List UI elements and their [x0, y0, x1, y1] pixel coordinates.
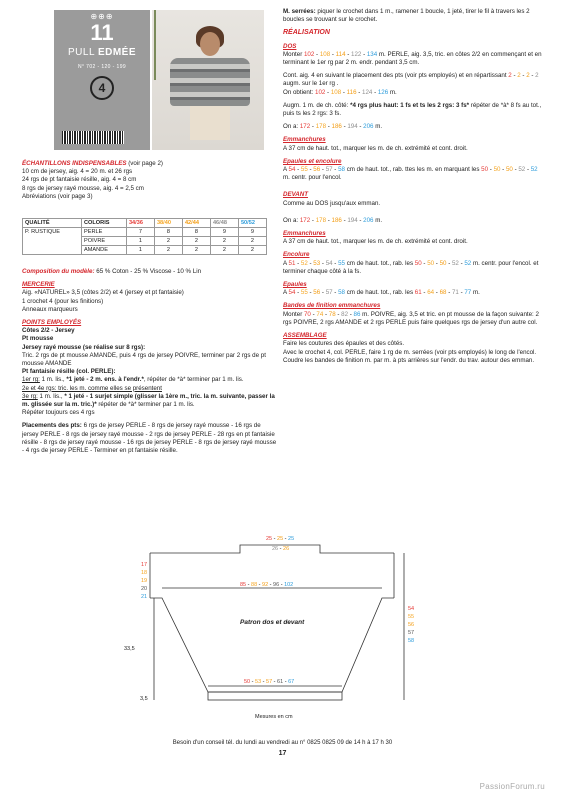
height-label: 33,5	[124, 646, 135, 652]
left-instructions: Composition du modèle: 65 % Coton - 25 % Viscose - 10 % Lin MERCERIE Aig. «NATUREL» 3,5 (côtes 2/2) et 4 (jersey et pt fantaisie) 1 crochet 4 (pour les finitions) Anneaux marqueurs POINTS EMPLOYÉS Côtes 2/2 - Jersey Pt mousse Jersey rayé mousse (se réalise sur 8 rgs): Tric. 2 rgs de pt mousse AMANDE, puis 4 rgs de jersey POIVRE, terminer par 2 rgs de pt mousse AMANDE Pt fantaisie résille (col. PERLE): 1er rg: 1 m. lis., *1 jeté - 2 m. ens. à l'endr.*, répéter de *à* terminer par 1 m. lis. 2e et 4e rgs: tric. les m. comme elles se présentent 3e rg: 1 m. lis., * 1 jeté - 1 surjet simple (glisser la 1ère m., tric. la m. suivante, passer la m. glissée sur la m. tric.)* répéter de *à* terminer par 1 m. lis. Répéter toujours ces 4 rgs Placements des pts: 6 rgs de jersey PERLE - 8 rgs de jersey rayé mousse - 16 rgs de jersey PERLE - 8 rgs de jersey rayé mousse - 2 rgs de jersey PERLE - 28 rgs en pt fantaisie résille - 8 rgs de jersey rayé mousse - 16 rgs de jersey PERLE - 8 rgs de jersey rayé mousse - 4 rgs de jersey PERLE - Terminer en pt fantaisie résille.	[22, 268, 277, 455]
right-side-val-5: 58	[408, 638, 415, 644]
right-side-val-2: 55	[408, 614, 415, 620]
difficulty-level: 4	[90, 76, 114, 100]
yarn-icons: ⊕⊕⊕	[90, 12, 114, 21]
width-bottom-label: 50 - 53 - 57 - 61 - 67	[244, 679, 295, 685]
right-side-val-1: 54	[408, 606, 415, 612]
left-side-val-3: 19	[141, 578, 148, 584]
left-side-val-5: 21	[141, 594, 148, 600]
neck-bottom-label: 26 - 26	[272, 546, 290, 552]
left-side-val-1: 17	[141, 562, 148, 568]
width-top-label: 85 - 88 - 92 - 96 - 102	[240, 582, 294, 588]
page-number: 17	[278, 750, 287, 757]
footer-contact: Besoin d'un conseil tél. du lundi au vendredi au n° 0825 0825 09 de 14 h à 17 h 30	[172, 740, 393, 746]
watermark: PassionForum.ru	[479, 782, 545, 791]
diagram-title: Patron dos et devant	[240, 619, 305, 626]
diagram-rib-band	[208, 692, 342, 700]
right-instructions: M. serrées: piquer le crochet dans 1 m., ramener 1 boucle, 1 jeté, tirer le fil à travers les 2 boucles se trouvant sur le crochet. RÉALISATION DOS Monter 102 - 108 - 114 - 122 - 134 m. PERLE, aig. 3,5, tric. en côtes 2/2 en commençant et en terminant le 1er rg par 2 m. endr. pendant 3,5 cm. Cont. aig. 4 en suivant le placement des pts (voir pts employés) et en répartissant 2 - 2 - 2 - 2 augm. sur le 1er rg . On obtient: 102 - 108 - 116 - 124 - 126 m. Augm. 1 m. de ch. côté: *4 rgs plus haut: 1 fs et ts les 2 rgs: 3 fs* répéter de *à* 8 fs au tot., puis ts les 2 rgs: 3 fs. On a: 172 - 178 - 186 - 194 - 206 m. Emmanchures A 37 cm de haut. tot., marquer les m. de ch. extrémité et cont. droit. Epaules et encolure A 54 - 55 - 56 - 57 - 58 cm de haut. tot., rab. ttes les m. en marquant les 50 - 50 - 50 - 52 - 52 m. centr. pour l'encol. DEVANT Comme au DOS jusqu'aux emman. On a: 172 - 178 - 186 - 194 - 206 m. Emmanchures A 37 cm de haut. tot., marquer les m. de ch. extrémité et cont. droit. Encolure A 51 - 52 - 53 - 54 - 55 cm de haut. tot., rab. les 50 - 50 - 50 - 52 - 52 m. centr. pour l'encol. et terminer chaque côté à la fs. Epaules A 54 - 55 - 56 - 57 - 58 cm de haut. tot., rab. les 61 - 64 - 68 - 71 - 77 m. Bandes de finition emmanchures Monter 70 - 74 - 78 - 82 - 86 m. POIVRE, aig. 3,5 et tric. en pt mousse de la façon suivante: 2 rgs POIVRE, 2 rgs AMANDE et 2 rgs PERLE puis faire quelques rgs de jersey d'un autre col. ASSEMBLAGE Faire les coutures des épaules et des côtés. Avec le crochet 4, col. PERLE, faire 1 rg de m. serrées (voir pts employés) le long de l'encol. Coudre les bandes de finition m. par m. à pts arrières sur l'endr. du trav. autour des emman.	[283, 8, 542, 364]
pattern-number: 11	[90, 20, 114, 45]
diagram-body-outline	[150, 598, 394, 692]
right-side-val-3: 56	[408, 622, 415, 628]
neck-top-label: 25 - 25 - 25	[266, 536, 295, 542]
left-side-val-4: 20	[141, 586, 148, 592]
pattern-title: PULL EDMÉE	[68, 47, 136, 58]
rib-label: 3,5	[140, 696, 148, 702]
samples-section: ÉCHANTILLONS INDISPENSABLES (voir page 2) 10 cm de jersey, aig. 4 = 20 m. et 26 rgs 24 rgs de pt fantaisie résille, aig. 4 = 8 cm 8 rgs de jersey rayé mousse, aig. 4 = 2,5 cm Abréviations (voir page 3)	[22, 160, 163, 200]
left-side-val-2: 18	[141, 570, 148, 576]
units-label: Mesures en cm	[255, 714, 293, 720]
right-side-val-4: 57	[408, 630, 415, 636]
yarn-table: QUALITÉ COLORIS 34/36 38/40 42/44 46/48 50/52 P. RUSTIQUE PERLE 7 8 8 9 9 POIVRE 1 2 2 2 2 AMANDE 1 2 2 2 2	[22, 218, 267, 255]
pattern-ref: N° 702 - 120 - 199	[77, 64, 127, 70]
